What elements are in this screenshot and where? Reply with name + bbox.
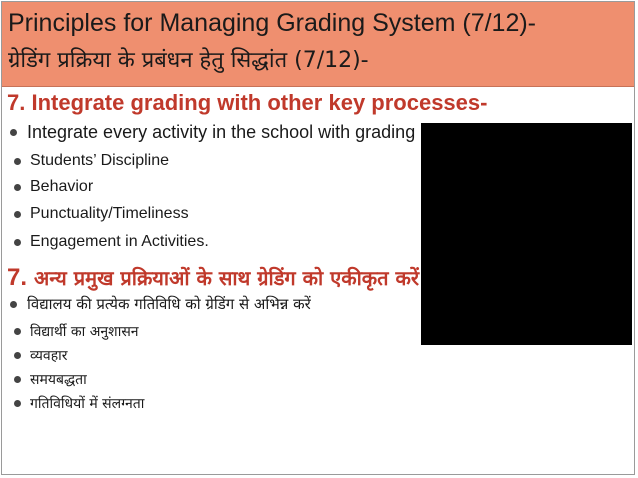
list-item-text: Punctuality/Timeliness (30, 205, 189, 222)
slide (1, 1, 635, 475)
list-item (14, 370, 87, 389)
bullet-icon (14, 184, 21, 191)
list-item-text: विद्यार्थी का अनुशासन (30, 324, 139, 340)
bullet-icon (14, 376, 21, 383)
list-item (14, 346, 67, 365)
bullet-icon (14, 239, 21, 246)
list-item-text: समयबद्धता (30, 372, 87, 388)
title-hindi: ग्रेडिंग प्रक्रिया के प्रबंधन हेतु सिद्धांत (7/12)- (8, 48, 369, 73)
list-item-text: व्यवहार (30, 348, 68, 364)
title-english: Principles for Managing Grading System (7/12)- (8, 9, 537, 37)
bullet-icon (14, 328, 21, 335)
bullet-icon (14, 400, 21, 407)
list-item (14, 233, 209, 251)
bullet-icon (10, 129, 17, 136)
bullet-intro-english (10, 122, 415, 143)
list-item (14, 205, 189, 223)
section-heading-hindi (7, 264, 419, 292)
list-item-text: Engagement in Activities. (30, 233, 209, 250)
list-item-text: Students’ Discipline (30, 152, 170, 169)
list-item (14, 322, 139, 341)
list-item-text: गतिविधियों में संलग्नता (30, 396, 145, 412)
bullet-text: विद्यालय की प्रत्येक गतिविधि को ग्रेडिंग से अभिन्न करें (27, 295, 311, 313)
list-item (14, 152, 169, 170)
heading-text: अन्य प्रमुख प्रक्रियाओं के साथ ग्रेडिंग को एकीकृत करें (33, 266, 420, 290)
bullet-intro-hindi (10, 294, 311, 314)
redaction-block (421, 123, 632, 345)
list-item-text: Behavior (30, 178, 94, 195)
bullet-icon (14, 158, 21, 165)
heading-number: 7. (7, 264, 28, 291)
bullet-icon (14, 211, 21, 218)
bullet-text: Integrate every activity in the school with grading (27, 122, 416, 142)
bullet-icon (10, 301, 17, 308)
bullet-icon (14, 352, 21, 359)
list-item (14, 178, 93, 196)
section-heading-english: 7. Integrate grading with other key processes- (7, 90, 488, 115)
list-item (14, 394, 144, 413)
title-banner (2, 2, 634, 87)
